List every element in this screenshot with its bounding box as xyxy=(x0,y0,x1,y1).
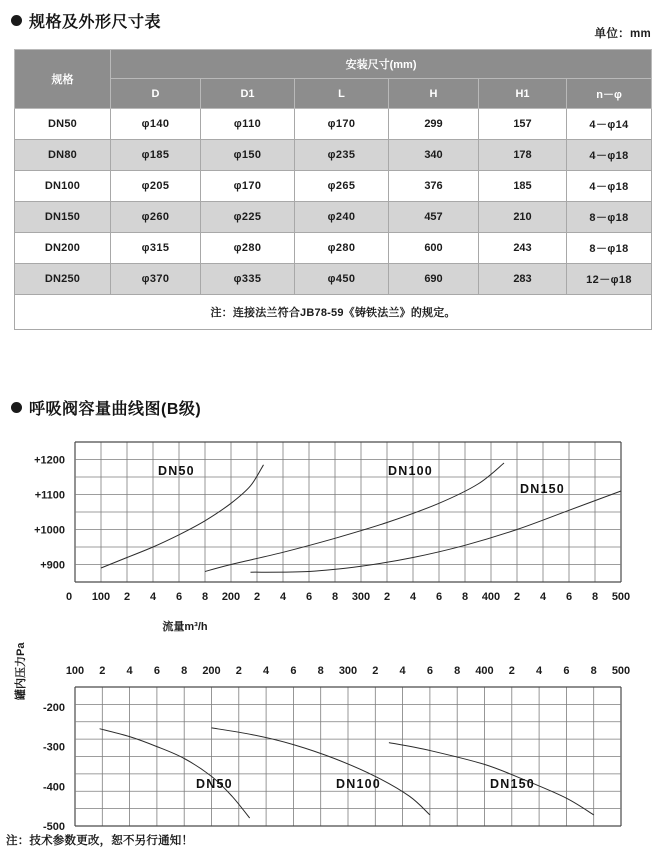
x-tick-label: 8 xyxy=(317,665,324,677)
cell-d1: φ225 xyxy=(201,202,295,233)
cell-d: φ185 xyxy=(111,140,201,171)
x-tick-label: 6 xyxy=(435,591,443,603)
series-label-dn150: DN150 xyxy=(490,777,535,791)
cell-d1: φ150 xyxy=(201,140,295,171)
spec-table-body xyxy=(15,109,652,295)
x-tick-label: 6 xyxy=(563,665,570,677)
chart-negative-pressure xyxy=(0,655,665,855)
series-curve-dn50 xyxy=(100,729,250,818)
y-tick-label: +1000 xyxy=(34,524,65,537)
y-tick-label: +1100 xyxy=(34,489,65,502)
x-tick-label: 2 xyxy=(99,665,106,677)
x-tick-label: 8 xyxy=(590,665,597,677)
x-tick-label: 6 xyxy=(426,665,433,677)
cell-n-phi: 4－φ18 xyxy=(567,140,652,171)
x-tick-label: 4 xyxy=(149,591,157,603)
series-curve-dn50 xyxy=(101,465,264,568)
cell-h1: 243 xyxy=(479,233,567,264)
chart-xtick-labels-lower xyxy=(66,665,630,677)
cell-l: φ280 xyxy=(295,233,389,264)
spec-table-foot xyxy=(15,295,652,330)
y-tick-label: +1200 xyxy=(34,454,65,467)
x-tick-label: 100 xyxy=(65,665,85,677)
chart-series-labels-lower xyxy=(196,777,535,791)
chart-heading xyxy=(11,396,201,419)
header-col-d1: D1 xyxy=(201,79,295,109)
series-curve-dn100 xyxy=(205,463,504,572)
x-tick-label: 2 xyxy=(253,591,261,603)
cell-h: 690 xyxy=(389,264,479,295)
chart-ytick-labels-upper xyxy=(34,455,65,572)
cell-h1: 185 xyxy=(479,171,567,202)
x-tick-label: 6 xyxy=(175,591,183,603)
table-row xyxy=(15,202,652,233)
cell-n-phi: 4－φ14 xyxy=(567,109,652,140)
x-tick-label: 4 xyxy=(409,591,417,603)
series-label-dn100: DN100 xyxy=(388,464,433,478)
y-tick-label: -300 xyxy=(42,741,65,754)
series-label-dn100: DN100 xyxy=(336,777,381,791)
chart-xtick-labels-upper xyxy=(66,591,630,603)
cell-spec: DN200 xyxy=(15,233,111,264)
spec-table-heading xyxy=(11,9,161,32)
header-spec: 规格 xyxy=(15,50,111,109)
x-tick-label: 4 xyxy=(263,665,270,677)
x-tick-label: 500 xyxy=(611,665,631,677)
spec-table xyxy=(14,49,652,330)
cell-l: φ240 xyxy=(295,202,389,233)
table-row xyxy=(15,171,652,202)
x-tick-label: 6 xyxy=(290,665,297,677)
cell-spec: DN80 xyxy=(15,140,111,171)
x-tick-label-zero: 0 xyxy=(65,591,73,603)
x-tick-label: 2 xyxy=(508,665,515,677)
table-footnote-row xyxy=(15,295,652,330)
header-group-install-size: 安装尺寸(mm) xyxy=(111,50,652,79)
y-tick-label: -500 xyxy=(42,821,65,833)
x-tick-label: 6 xyxy=(153,665,160,677)
chart-series-lower xyxy=(100,728,594,818)
cell-l: φ170 xyxy=(295,109,389,140)
table-header-row-2 xyxy=(15,79,652,109)
x-tick-label: 4 xyxy=(539,591,547,603)
chart-negative-pressure-svg xyxy=(0,655,665,855)
footer-note: 注：技术参数更改，恕不另行通知！ xyxy=(6,835,194,847)
x-tick-label: 4 xyxy=(126,665,133,677)
chart-grid-lower xyxy=(75,687,621,826)
header-col-h1: H1 xyxy=(479,79,567,109)
cell-l: φ450 xyxy=(295,264,389,295)
x-tick-label: 100 xyxy=(91,591,111,603)
cell-h: 340 xyxy=(389,140,479,171)
x-tick-label: 200 xyxy=(221,591,241,603)
cell-h: 600 xyxy=(389,233,479,264)
x-tick-label: 300 xyxy=(338,665,358,677)
table-header-row-1 xyxy=(15,50,652,79)
series-label-dn50: DN50 xyxy=(158,464,195,478)
x-tick-label: 2 xyxy=(383,591,391,603)
cell-h1: 210 xyxy=(479,202,567,233)
y-tick-label: -400 xyxy=(42,781,65,794)
chart-heading-text: 呼吸阀容量曲线图(B级) xyxy=(29,401,202,418)
bullet-icon xyxy=(11,15,22,26)
cell-d: φ205 xyxy=(111,171,201,202)
series-label-dn50: DN50 xyxy=(196,777,233,791)
cell-n-phi: 4－φ18 xyxy=(567,171,652,202)
x-tick-label: 4 xyxy=(399,665,406,677)
cell-h: 376 xyxy=(389,171,479,202)
cell-d1: φ335 xyxy=(201,264,295,295)
x-tick-label: 500 xyxy=(611,591,631,603)
spec-table-heading-text: 规格及外形尺寸表 xyxy=(29,14,162,31)
series-curve-dn150 xyxy=(251,491,622,572)
x-axis-label: 流量m³/h xyxy=(162,621,208,633)
bullet-icon xyxy=(11,402,22,413)
x-tick-label: 400 xyxy=(475,665,494,677)
x-tick-label: 300 xyxy=(351,591,371,603)
x-tick-label: 8 xyxy=(454,665,461,677)
y-tick-label: -200 xyxy=(42,701,65,714)
x-tick-label: 2 xyxy=(123,591,131,603)
cell-d1: φ170 xyxy=(201,171,295,202)
cell-h1: 283 xyxy=(479,264,567,295)
cell-h: 457 xyxy=(389,202,479,233)
table-row xyxy=(15,140,652,171)
x-tick-label: 400 xyxy=(481,591,501,603)
x-tick-label: 8 xyxy=(331,591,339,603)
cell-d: φ260 xyxy=(111,202,201,233)
cell-spec: DN50 xyxy=(15,109,111,140)
x-tick-label: 2 xyxy=(235,665,242,677)
x-tick-label: 8 xyxy=(201,591,209,603)
cell-l: φ235 xyxy=(295,140,389,171)
cell-d1: φ110 xyxy=(201,109,295,140)
y-axis-label: 罐内压力Pa xyxy=(15,642,27,700)
cell-d1: φ280 xyxy=(201,233,295,264)
x-tick-label: 4 xyxy=(279,591,287,603)
x-tick-label: 4 xyxy=(536,665,543,677)
cell-d: φ370 xyxy=(111,264,201,295)
table-row xyxy=(15,109,652,140)
cell-spec: DN250 xyxy=(15,264,111,295)
chart-series-labels-upper xyxy=(158,464,565,496)
x-tick-label: 8 xyxy=(591,591,599,603)
table-row xyxy=(15,233,652,264)
cell-h: 299 xyxy=(389,109,479,140)
x-tick-label: 8 xyxy=(181,665,188,677)
table-footnote: 注：连接法兰符合JB78-59《铸铁法兰》的规定。 xyxy=(15,295,652,330)
header-col-h: H xyxy=(389,79,479,109)
table-row xyxy=(15,264,652,295)
x-tick-label: 8 xyxy=(461,591,469,603)
series-label-dn150: DN150 xyxy=(520,482,565,496)
header-col-d: D xyxy=(111,79,201,109)
x-tick-label: 2 xyxy=(513,591,521,603)
x-tick-label: 0 xyxy=(71,591,79,603)
chart-grid-upper xyxy=(75,442,621,582)
chart-ytick-labels-lower xyxy=(43,702,65,833)
cell-n-phi: 12－φ18 xyxy=(567,264,652,295)
cell-h1: 157 xyxy=(479,109,567,140)
header-col-l: L xyxy=(295,79,389,109)
header-col-n-phi: n－φ xyxy=(567,79,652,109)
unit-note: 单位：mm xyxy=(594,28,651,40)
x-tick-label: 6 xyxy=(565,591,573,603)
spec-table-head xyxy=(15,50,652,109)
cell-spec: DN150 xyxy=(15,202,111,233)
cell-d: φ140 xyxy=(111,109,201,140)
x-tick-label: 2 xyxy=(372,665,379,677)
cell-n-phi: 8－φ18 xyxy=(567,233,652,264)
cell-h1: 178 xyxy=(479,140,567,171)
cell-n-phi: 8－φ18 xyxy=(567,202,652,233)
cell-spec: DN100 xyxy=(15,171,111,202)
y-tick-label: +900 xyxy=(40,559,65,572)
x-tick-label: 6 xyxy=(305,591,313,603)
x-tick-label: 200 xyxy=(202,665,221,677)
cell-d: φ315 xyxy=(111,233,201,264)
cell-l: φ265 xyxy=(295,171,389,202)
